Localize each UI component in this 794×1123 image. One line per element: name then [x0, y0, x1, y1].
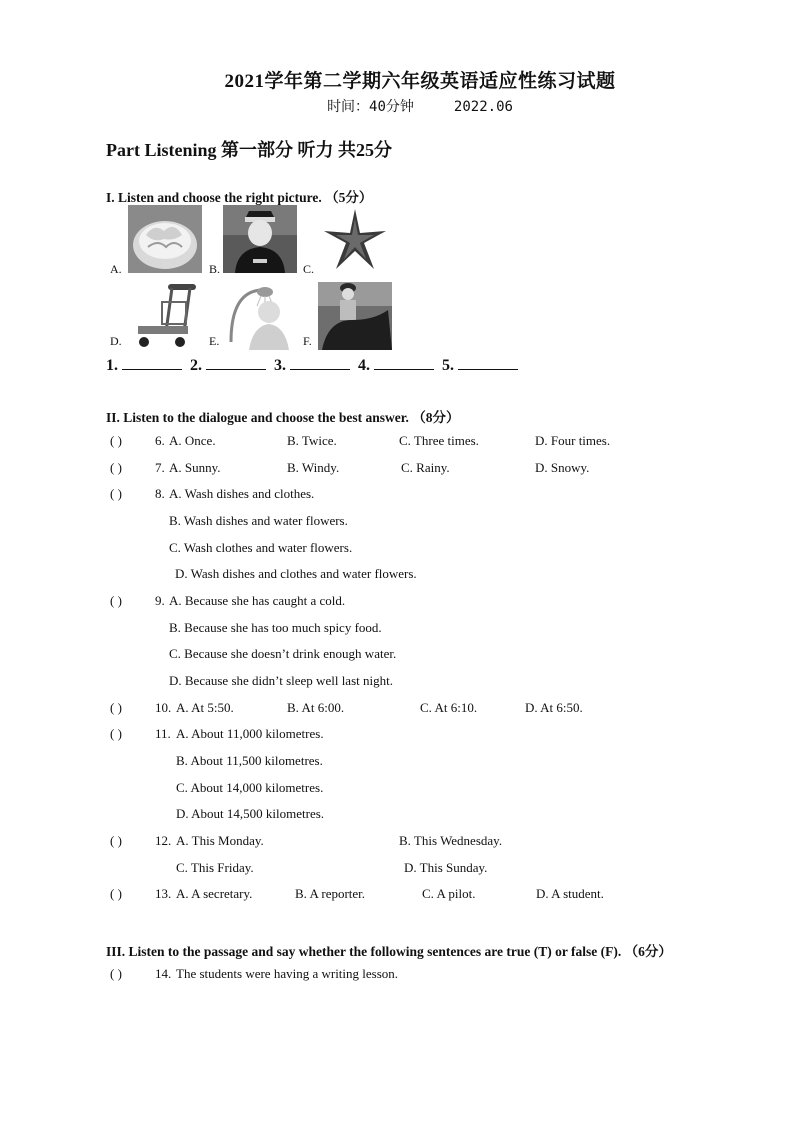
part-heading: Part Listening 第一部分 听力 共25分 [106, 140, 392, 160]
q9-option-a: A. Because she has caught a cold. [169, 593, 346, 608]
picture-label-d: D. [110, 334, 122, 348]
q7-option-a: A. Sunny. [169, 460, 221, 475]
q8-num: 8. [155, 486, 165, 501]
q10-option-d: D. At 6:50. [525, 700, 583, 715]
q7-num: 7. [155, 460, 165, 475]
exam-meta [0, 96, 794, 116]
picture-label-c: C. [303, 262, 315, 276]
q7-option-d: D. Snowy. [535, 460, 590, 475]
q8-option-a: A. Wash dishes and clothes. [169, 486, 315, 501]
q7-option-c: C. Rainy. [401, 460, 450, 475]
answer-paren-6[interactable]: ( ) [110, 433, 122, 448]
section3-heading: III. Listen to the passage and say whether the following sentences are true (T) or false (F). （6分） [106, 944, 672, 959]
q6-option-d: D. Four times. [535, 433, 611, 448]
q12-option-b: B. This Wednesday. [399, 833, 503, 848]
answer-blank-4[interactable] [374, 355, 434, 370]
picture-e-child-shower [223, 282, 297, 350]
answer-paren-9[interactable]: ( ) [110, 593, 122, 608]
picture-label-f: F. [303, 334, 312, 348]
blank-label-1: 1. [106, 357, 118, 374]
q13-num: 13. [155, 886, 172, 901]
exam-date: 2022.06 [453, 99, 513, 115]
q13-option-d: D. A student. [536, 886, 604, 901]
blank-label-4: 4. [358, 357, 370, 374]
answer-paren-12[interactable]: ( ) [110, 833, 122, 848]
q11-option-d: D. About 14,500 kilometres. [176, 806, 325, 821]
q10-option-c: C. At 6:10. [420, 700, 478, 715]
picture-label-b: B. [209, 262, 221, 276]
q9-option-b: B. Because she has too much spicy food. [169, 620, 382, 635]
answer-blank-1[interactable] [122, 355, 182, 370]
q11-option-b: B. About 11,500 kilometres. [176, 753, 323, 768]
blank-label-2: 2. [190, 357, 202, 374]
q7-option-b: B. Windy. [287, 460, 340, 475]
q12-option-d: D. This Sunday. [404, 860, 488, 875]
answer-paren-7[interactable]: ( ) [110, 460, 122, 475]
page-title: 2021学年第二学期六年级英语适应性练习试题 [224, 71, 616, 92]
q11-option-a: A. About 11,000 kilometres. [176, 726, 324, 741]
answer-blanks [106, 355, 522, 375]
picture-c-starfish [318, 205, 392, 273]
section1-heading: I. Listen and choose the right picture. （5分） [106, 190, 373, 205]
answer-paren-10[interactable]: ( ) [110, 700, 122, 715]
picture-label-e: E. [209, 334, 220, 348]
blank-label-3: 3. [274, 357, 286, 374]
q12-option-c: C. This Friday. [176, 860, 254, 875]
answer-paren-13[interactable]: ( ) [110, 886, 122, 901]
q8-option-b: B. Wash dishes and water flowers. [169, 513, 348, 528]
q12-option-a: A. This Monday. [176, 833, 264, 848]
q13-option-b: B. A reporter. [295, 886, 366, 901]
answer-blank-2[interactable] [206, 355, 266, 370]
q8-option-c: C. Wash clothes and water flowers. [169, 540, 353, 555]
picture-f-horse-rider [318, 282, 392, 350]
answer-blank-3[interactable] [290, 355, 350, 370]
section2-heading: II. Listen to the dialogue and choose the best answer. （8分） [106, 410, 460, 425]
exam-time: 时间：40分钟 [327, 99, 414, 115]
answer-paren-11[interactable]: ( ) [110, 726, 122, 741]
q6-option-a: A. Once. [169, 433, 216, 448]
q14-statement: The students were having a writing lesson. [176, 966, 399, 981]
answer-paren-8[interactable]: ( ) [110, 486, 122, 501]
q11-option-c: C. About 14,000 kilometres. [176, 780, 324, 795]
q11-num: 11. [155, 726, 171, 741]
q9-option-c: C. Because she doesn’t drink enough water. [169, 646, 397, 661]
q13-option-c: C. A pilot. [422, 886, 476, 901]
picture-a-dumplings [128, 205, 202, 273]
q9-option-d: D. Because she didn’t sleep well last night. [169, 673, 393, 688]
q10-option-a: A. At 5:50. [176, 700, 234, 715]
blank-label-5: 5. [442, 357, 454, 374]
q10-num: 10. [155, 700, 172, 715]
q10-option-b: B. At 6:00. [287, 700, 345, 715]
q14-num: 14. [155, 966, 172, 981]
answer-paren-14[interactable]: ( ) [110, 966, 122, 981]
picture-b-police-officer [223, 205, 297, 273]
picture-d-luggage-trolley [128, 282, 202, 350]
q9-num: 9. [155, 593, 165, 608]
q6-num: 6. [155, 433, 165, 448]
q8-option-d: D. Wash dishes and clothes and water flowers. [175, 566, 417, 581]
q6-option-c: C. Three times. [399, 433, 479, 448]
q12-num: 12. [155, 833, 172, 848]
q13-option-a: A. A secretary. [176, 886, 253, 901]
answer-blank-5[interactable] [458, 355, 518, 370]
q6-option-b: B. Twice. [287, 433, 337, 448]
picture-label-a: A. [110, 262, 122, 276]
